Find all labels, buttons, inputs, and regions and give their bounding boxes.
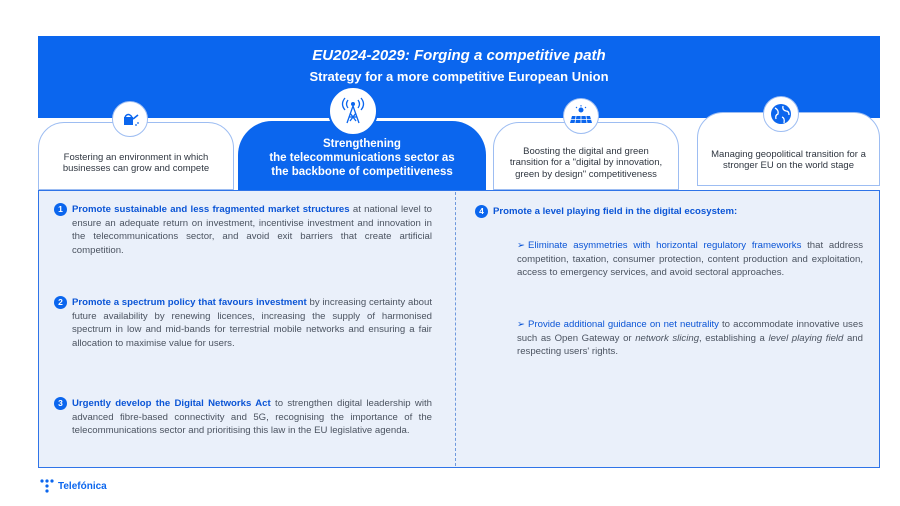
list-item xyxy=(479,205,863,219)
item-body: at national level to ensure an adequate return on investment, incentivise investment and innovation in the telecommunications sector, and avoid exit barriers that create artificial competition. xyxy=(72,204,432,256)
number-badge: 2 xyxy=(54,296,67,309)
item-lead: Promote a level playing field in the digital ecosystem: xyxy=(493,206,738,217)
list-item xyxy=(58,397,432,438)
pillar-telecom-line2: the telecommunications sector as xyxy=(269,152,455,164)
item-body: by increasing certainty about future availability by renewing licences, increasing the supply of harmonised spectrum in low and mid-bands for terrestrial mobile networks and ensuring a fair allocation to maximise value for users. xyxy=(72,297,432,349)
globe-icon xyxy=(763,96,799,132)
item-lead: Promote a spectrum policy that favours investment xyxy=(72,297,307,308)
sub-item-italic: level playing field xyxy=(768,332,844,344)
item-body: to strengthen digital leadership with advanced fibre-based connectivity and 5G, recognising the importance of the telecommunications sector and prioritising this law in the EU legislative agenda. xyxy=(72,398,432,436)
sub-item-body: and respecting users' rights. xyxy=(517,332,863,357)
sub-item-lead: Provide additional guidance on net neutrality xyxy=(528,319,719,330)
item-lead: Urgently develop the Digital Networks Act xyxy=(72,398,271,409)
sub-item-body: , establishing a xyxy=(699,332,769,344)
sub-item-body: that address competition, taxation, consumer protection, content production and exploitation, access to emergency services, and avoid sectoral approaches. xyxy=(517,240,863,278)
sub-item-lead: Eliminate asymmetries with horizontal regulatory frameworks xyxy=(528,240,802,251)
pillar-telecom-line1: Strengthening xyxy=(323,138,401,150)
column-divider xyxy=(455,192,456,466)
telefonica-dots-icon xyxy=(40,479,54,493)
number-badge: 1 xyxy=(54,203,67,216)
telefonica-logo xyxy=(40,479,107,493)
sub-list-item xyxy=(517,318,863,359)
pillar-businesses-text: Fostering an environment in which businesses can grow and compete xyxy=(62,151,210,174)
pillar-telecom-line3: the backbone of competitiveness xyxy=(271,166,453,178)
antenna-tower-icon xyxy=(328,86,378,136)
banner-subtitle: Strategy for a more competitive European Union xyxy=(309,69,609,84)
list-item xyxy=(58,296,432,350)
pillar-digital-green-text: Boosting the digital and green transition for a "digital by innovation, green by design" competitiveness xyxy=(509,145,663,180)
banner-title: EU2024-2029: Forging a competitive path xyxy=(312,47,606,64)
sub-item-italic: network slicing xyxy=(635,332,700,344)
arrow-bullet-icon: ➢ xyxy=(517,240,526,251)
number-badge: 4 xyxy=(475,205,488,218)
number-badge: 3 xyxy=(54,397,67,410)
header-banner xyxy=(38,36,880,118)
arrow-bullet-icon: ➢ xyxy=(517,319,526,330)
logo-text: Telefónica xyxy=(58,480,107,492)
sub-list-item xyxy=(517,239,863,280)
watering-can-icon xyxy=(112,101,148,137)
solar-panel-icon xyxy=(563,98,599,134)
list-item xyxy=(58,203,432,257)
sub-item-body: to accommodate innovative uses such as Open Gateway or xyxy=(517,319,863,344)
pillar-geopolitical-text: Managing geopolitical transition for a stronger EU on the world stage xyxy=(711,148,866,171)
item-lead: Promote sustainable and less fragmented market structures xyxy=(72,204,350,215)
